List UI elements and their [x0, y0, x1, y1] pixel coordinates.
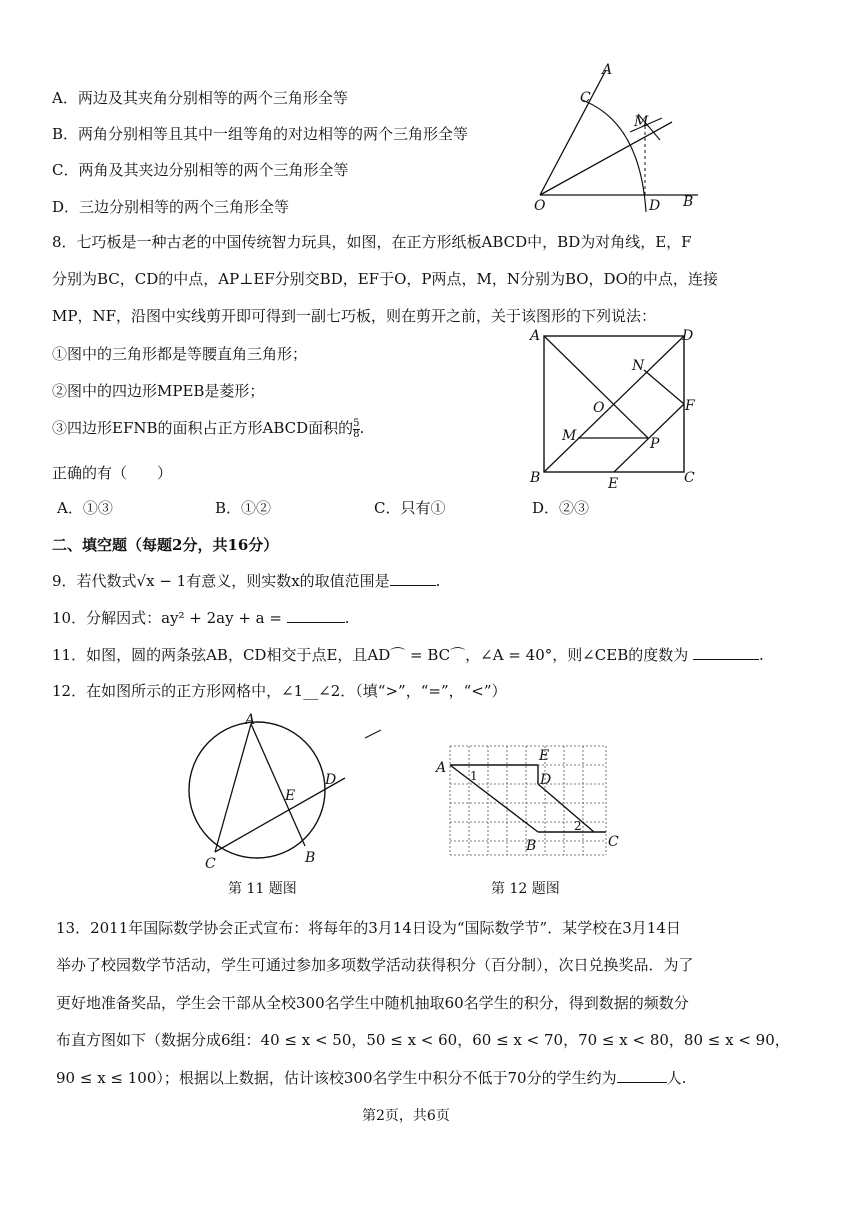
q7-option-d: D．三边分别相等的两个三角形全等 — [52, 198, 290, 216]
q12: 12．在如图所示的正方形网格中，∠1__∠2．（填“>”，“=”，“<”） — [52, 682, 507, 700]
label-b: B — [526, 838, 537, 854]
q13-line5: 90 ≤ x ≤ 100）；根据以上数据，估计该校300名学生中积分不低于70分的学生约为 人. — [56, 1069, 687, 1087]
q9: 9．若代数式√x − 1有意义，则实数x的取值范围是 . — [52, 572, 441, 590]
label-d: D — [325, 772, 337, 788]
label-a: A — [530, 328, 541, 344]
label-c: C — [684, 470, 695, 486]
circle — [189, 722, 325, 858]
label-f: F — [685, 398, 695, 414]
label-n: N — [632, 358, 645, 374]
q13-line3: 更好地准备奖品，学生会干部从全校300名学生中随机抽取60名学生的积分，得到数据的频数分 — [56, 994, 689, 1012]
label-a: A — [602, 62, 613, 78]
label-b: B — [530, 470, 541, 486]
label-o: O — [593, 400, 605, 416]
chord-ac — [215, 724, 251, 852]
page-footer: 第2页，共6页 — [362, 1108, 450, 1124]
caption-fig12: 第 12 题图 — [491, 881, 560, 897]
q7-option-a: A．两边及其夹角分别相等的两个三角形全等 — [52, 89, 348, 107]
q11-answer-blank — [693, 645, 759, 660]
q7-option-b: B．两角分别相等且其中一组等角的对边相等的两个三角形全等 — [52, 125, 469, 143]
label-c: C — [580, 90, 591, 106]
q8-statement-3: ③四边形EFNB的面积占正方形ABCD面积的 $\frac{5}{8}$ . — [52, 417, 365, 440]
q8-prompt: 正确的有（ ） — [52, 464, 173, 482]
q13-line4: 布直方图如下（数据分成6组：40 ≤ x < 50，50 ≤ x < 60，60 ≤ x < 70，70 ≤ x < 80，80 ≤ x < 90， — [56, 1031, 790, 1049]
section-fill-in: 二、填空题（每题2分，共16分） — [52, 536, 279, 554]
label-c: C — [608, 834, 619, 850]
q8-statement-1: ①图中的三角形都是等腰直角三角形； — [52, 345, 308, 363]
label-angle-1: 1 — [470, 769, 478, 783]
q8-line1: 8．七巧板是一种古老的中国传统智力玩具，如图，在正方形纸板ABCD中，BD为对角线，E，F — [52, 233, 692, 251]
label-angle-2: 2 — [574, 819, 582, 833]
label-m: M — [562, 428, 577, 444]
label-o: O — [534, 198, 546, 214]
q13-line2: 举办了校园数学节活动，学生可通过参加多项数学活动获得积分（百分制），次日兑换奖品．为了 — [56, 956, 694, 974]
q8-option-b: B．①② — [215, 499, 272, 517]
label-p: P — [650, 436, 660, 452]
q10-answer-blank — [287, 608, 345, 623]
q9-answer-blank — [390, 571, 436, 586]
figure-tangram — [528, 322, 708, 492]
label-b: B — [683, 194, 694, 210]
segment-nf — [644, 370, 684, 404]
figure-angle-bisector — [530, 60, 720, 220]
fraction-5-8: $\frac{5}{8}$ — [353, 417, 360, 440]
q11: 11．如图，圆的两条弦AB，CD相交于点E，且AD⌒ = BC⌒，∠A = 40°，则∠CEB的度数为 . — [52, 646, 764, 664]
label-b: B — [305, 850, 316, 866]
q8-option-c: C．只有① — [374, 499, 446, 517]
q8-option-a: A．①③ — [57, 499, 113, 517]
chord-ab — [251, 724, 305, 846]
q8-option-d: D．②③ — [532, 499, 590, 517]
label-m: M — [634, 114, 649, 130]
q10: 10．分解因式：ay² + 2ay + a = . — [52, 609, 350, 627]
label-e: E — [285, 788, 296, 804]
label-c: C — [205, 856, 216, 872]
q8-line2: 分别为BC，CD的中点，AP⊥EF分别交BD，EF于O，P两点，M，N分别为BO，DO的中点，连接 — [52, 270, 718, 288]
caption-fig11: 第 11 题图 — [228, 881, 297, 897]
figure-circle-chords — [185, 712, 375, 872]
label-e: E — [608, 476, 619, 492]
q7-option-c: C．两角及其夹边分别相等的两个三角形全等 — [52, 161, 349, 179]
label-e: E — [539, 748, 550, 764]
q13-answer-blank — [617, 1068, 667, 1083]
q8-line3: MP，NF，沿图中实线剪开即可得到一副七巧板，则在剪开之前，关于该图形的下列说法： — [52, 307, 656, 325]
label-d: D — [649, 198, 661, 214]
segment-d-to-c — [538, 784, 594, 832]
q13-line1: 13．2011年国际数学协会正式宣布：将每年的3月14日设为“国际数学节”．某学校在3月14日 — [56, 919, 681, 937]
q8-statement-2: ②图中的四边形MPEB是菱形； — [52, 382, 265, 400]
label-d: D — [540, 772, 552, 788]
stray-mark — [365, 730, 381, 738]
figure-grid-angles — [434, 740, 634, 860]
label-d: D — [682, 328, 694, 344]
label-a: A — [245, 712, 256, 728]
label-a: A — [436, 760, 447, 776]
